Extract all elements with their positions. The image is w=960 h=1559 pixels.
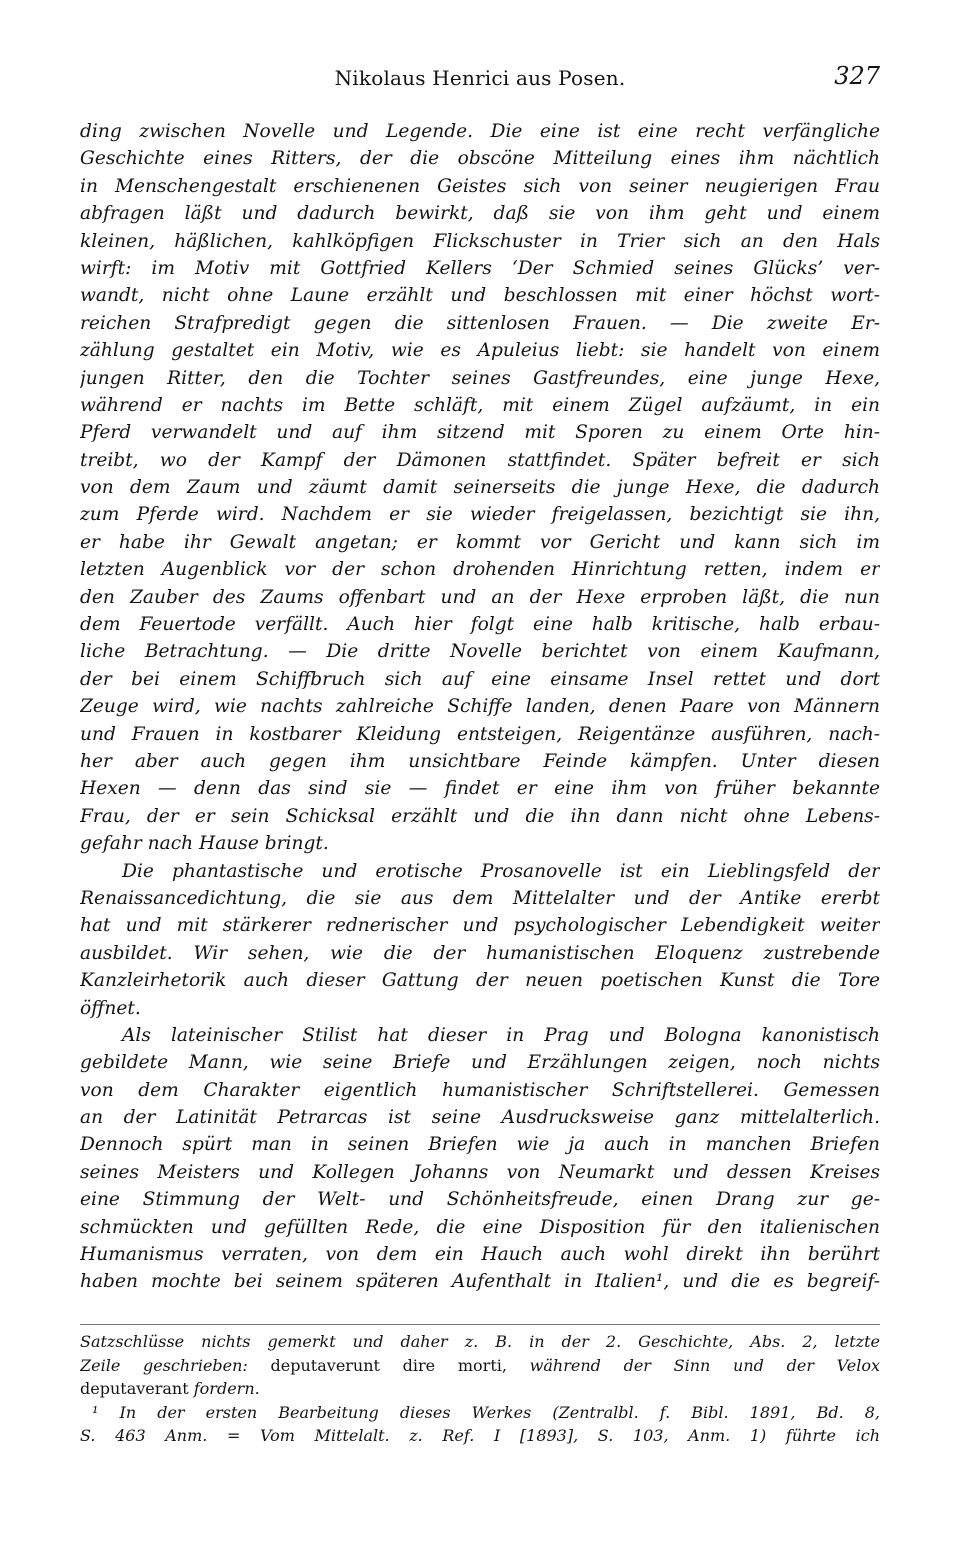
latin-quote: deputaverant	[80, 1379, 189, 1398]
body-text	[80, 118, 880, 1296]
text-line: wandt, nicht ohne Laune erzählt und beschlossen mit einer höchst wort-	[80, 285, 880, 307]
text-line: Die phantastische und erotische Prosanovelle ist ein Lieblingsfeld der	[122, 860, 880, 882]
text-line: während er nachts im Bette schläft, mit einem Zügel aufzäumt, in ein	[80, 394, 880, 416]
text-line: Geschichte eines Ritters, der die obscöne Mitteilung eines ihm nächtlich	[80, 148, 880, 170]
text-line: dem Feuertode verfällt. Auch hier folgt eine halb kritische, halb erbau-	[80, 614, 880, 636]
footnotes	[80, 1330, 880, 1448]
text-line: Pferd verwandelt und auf ihm sitzend mit Sporen zu einem Orte hin-	[80, 422, 880, 444]
text-line: öffnet.	[80, 997, 141, 1019]
running-head: Nikolaus Henrici aus Posen.	[334, 66, 626, 90]
text-line: haben mochte bei seinem späteren Aufenthalt in Italien¹, und die es begreif-	[80, 1271, 880, 1293]
footnote-line: ¹ In der ersten Bearbeitung dieses Werkes (Zentralbl. f. Bibl. 1891, Bd. 8,	[92, 1402, 880, 1422]
page-header	[80, 60, 880, 100]
text-line: er habe ihr Gewalt angetan; er kommt vor Gericht und kann sich im	[80, 531, 880, 553]
text-line: reichen Strafpredigt gegen die sittenlosen Frauen. — Die zweite Er-	[80, 312, 880, 334]
text-line: hat und mit stärkerer rednerischer und psychologischer Lebendigkeit weiter	[80, 915, 880, 937]
latin-quote: deputaverunt dire morti,	[270, 1355, 507, 1375]
text-line: gebildete Mann, wie seine Briefe und Erzählungen zeigen, noch nichts	[80, 1052, 880, 1074]
text-line: Zeuge wird, wie nachts zahlreiche Schiffe landen, denen Paare von Männern	[80, 696, 880, 718]
text-line: der bei einem Schiffbruch sich auf eine einsame Insel rettet und dort	[80, 668, 880, 690]
text-line: liche Betrachtung. — Die dritte Novelle berichtet von einem Kaufmann,	[80, 641, 880, 663]
text-line: von dem Charakter eigentlich humanistischer Schriftstellerei. Gemessen	[80, 1079, 880, 1101]
text-line: abfragen läßt und dadurch bewirkt, daß sie von ihm geht und einem	[80, 203, 880, 225]
text-line: gefahr nach Hause bringt.	[80, 833, 329, 855]
text-line: Als lateinischer Stilist hat dieser in Prag und Bologna kanonistisch	[122, 1024, 880, 1046]
text-line: den Zauber des Zaums offenbart und an der Hexe erproben läßt, die nun	[80, 586, 880, 608]
text-line: kleinen, häßlichen, kahlköpfigen Flickschuster in Trier sich an den Hals	[80, 230, 880, 252]
text-line: von dem Zaum und zäumt damit seinerseits die junge Hexe, die dadurch	[80, 477, 880, 499]
text-line: Dennoch spürt man in seinen Briefen wie ja auch in manchen Briefen	[80, 1134, 880, 1156]
text-line: letzten Augenblick vor der schon drohenden Hinrichtung retten, indem er	[80, 559, 880, 581]
footnote-line	[80, 1377, 880, 1401]
text-line: Kanzleirhetorik auch dieser Gattung der neuen poetischen Kunst die Tore	[80, 970, 880, 992]
text-line: wirft: im Motiv mit Gottfried Kellers ‘Der Schmied seines Glücks’ ver-	[80, 257, 880, 279]
text-line: zählung gestaltet ein Motiv, wie es Apuleius liebt: sie handelt von einem	[80, 340, 880, 362]
footnote-text: während der Sinn und der Velox	[529, 1355, 880, 1375]
footnote-line: S. 463 Anm. = Vom Mittelalt. z. Ref. I [1893], S. 103, Anm. 1) führte ich	[80, 1426, 880, 1445]
text-line: ausbildet. Wir sehen, wie die der humanistischen Eloquenz zustrebende	[80, 942, 880, 964]
text-line: Humanismus verraten, von dem ein Hauch auch wohl direkt ihn berührt	[80, 1244, 880, 1266]
text-line: Renaissancedichtung, die sie aus dem Mittelalter und der Antike ererbt	[80, 887, 880, 909]
text-line: Hexen — denn das sind sie — findet er eine ihm von früher bekannte	[80, 778, 880, 800]
page-number: 327	[834, 62, 880, 90]
footnote-text: fordern.	[193, 1379, 260, 1398]
text-line: in Menschengestalt erschienenen Geistes sich von seiner neugierigen Frau	[80, 175, 880, 197]
footnote-text: Zeile geschrieben:	[80, 1355, 248, 1375]
footnote-divider	[80, 1324, 880, 1325]
text-line: zum Pferde wird. Nachdem er sie wieder freigelassen, bezichtigt sie ihn,	[80, 504, 880, 526]
text-line: ding zwischen Novelle und Legende. Die eine ist eine recht verfängliche	[80, 121, 880, 142]
text-line: treibt, wo der Kampf der Dämonen stattfindet. Später befreit er sich	[80, 449, 880, 471]
text-line: seines Meisters und Kollegen Johanns von Neumarkt und dessen Kreises	[80, 1161, 880, 1183]
text-line: an der Latinität Petrarcas ist seine Ausdrucksweise ganz mittelalterlich.	[80, 1107, 880, 1129]
footnote-line	[80, 1354, 880, 1378]
text-line: und Frauen in kostbarer Kleidung entsteigen, Reigentänze ausführen, nach-	[80, 723, 880, 745]
text-line: jungen Ritter, den die Tochter seines Gastfreundes, eine junge Hexe,	[80, 367, 880, 389]
footnote-line: Satzschlüsse nichts gemerkt und daher z. B. in der 2. Geschichte, Abs. 2, letzte	[80, 1332, 880, 1351]
text-line: Frau, der er sein Schicksal erzählt und die ihn dann nicht ohne Lebens-	[80, 805, 880, 827]
text-line: schmückten und gefüllten Rede, die eine Disposition für den italienischen	[80, 1216, 880, 1238]
text-line: her aber auch gegen ihm unsichtbare Feinde kämpfen. Unter diesen	[80, 750, 880, 772]
text-line: eine Stimmung der Welt- und Schönheitsfreude, einen Drang zur ge-	[80, 1189, 880, 1211]
